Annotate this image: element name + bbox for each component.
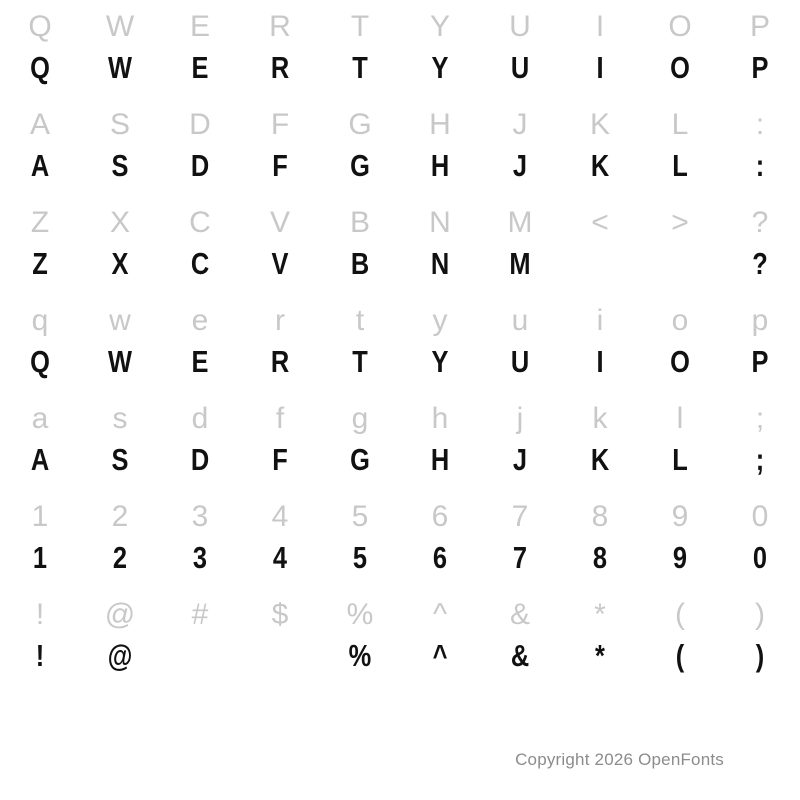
sample-glyph: O [670,344,690,379]
reference-glyph: q [31,304,49,337]
reference-glyph: U [509,10,531,43]
reference-row-6 [0,490,800,538]
sample-glyph: L [672,148,688,183]
sample-glyph: D [190,442,210,477]
sample-glyph: R [270,344,290,379]
reference-glyph: Y [429,10,450,43]
reference-glyph: & [509,598,530,631]
reference-glyph: M [507,206,533,239]
reference-glyph: $ [271,598,289,631]
sample-glyph: H [430,148,450,183]
reference-glyph: K [589,108,610,141]
reference-glyph: p [751,304,769,337]
reference-glyph: 3 [191,500,209,533]
glyph-row-group-4 [0,294,800,392]
reference-glyph: h [431,402,449,435]
reference-glyph: % [346,598,374,631]
reference-glyph: ^ [432,598,448,631]
reference-glyph: 8 [591,500,609,533]
sample-glyph: D [190,148,210,183]
sample-glyph: I [596,50,604,85]
sample-glyph: 1 [32,540,48,575]
sample-glyph: M [509,246,531,281]
sample-glyph: 5 [352,540,368,575]
sample-glyph: U [510,50,530,85]
sample-glyph [567,244,633,294]
sample-glyph: * [595,638,605,673]
sample-glyph: V [271,246,289,281]
sample-glyph: B [350,246,370,281]
sample-glyph [167,636,233,686]
sample-glyph: N [430,246,450,281]
reference-glyph: T [350,10,370,43]
reference-glyph: 4 [271,500,289,533]
sample-glyph: ! [35,638,45,673]
reference-glyph: s [112,402,128,435]
reference-glyph: y [432,304,448,337]
reference-row-5 [0,392,800,440]
sample-glyph: Y [431,344,449,379]
reference-glyph: 1 [31,500,49,533]
reference-glyph: A [29,108,50,141]
reference-glyph: B [349,206,370,239]
reference-glyph: 6 [431,500,449,533]
sample-glyph: O [670,50,690,85]
reference-glyph: l [676,402,684,435]
reference-glyph: : [755,108,765,141]
reference-glyph: O [668,10,692,43]
sample-row-3 [0,244,800,294]
sample-glyph: J [512,148,528,183]
sample-glyph: E [191,344,209,379]
reference-glyph: # [191,598,209,631]
sample-glyph: L [672,442,688,477]
sample-glyph: A [30,148,50,183]
reference-glyph: j [516,402,524,435]
reference-row-7 [0,588,800,636]
reference-glyph: ; [755,402,765,435]
sample-row-7 [0,636,800,686]
sample-glyph: W [107,50,132,85]
reference-glyph: V [269,206,290,239]
reference-row-1 [0,0,800,48]
sample-glyph: Q [30,50,50,85]
reference-glyph: I [595,10,605,43]
sample-glyph: 7 [512,540,528,575]
sample-glyph: J [512,442,528,477]
reference-glyph: X [109,206,130,239]
sample-row-4 [0,342,800,392]
reference-glyph: e [191,304,209,337]
reference-glyph: E [189,10,210,43]
sample-glyph: S [111,148,129,183]
reference-glyph: 2 [111,500,129,533]
sample-glyph: E [191,50,209,85]
sample-glyph: P [751,344,769,379]
sample-glyph: ( [675,638,685,673]
reference-glyph: ! [35,598,45,631]
sample-glyph: 0 [752,540,768,575]
reference-glyph: r [275,304,285,337]
sample-row-2 [0,146,800,196]
reference-glyph: 9 [671,500,689,533]
reference-glyph: ) [755,598,765,631]
reference-glyph: J [512,108,528,141]
sample-glyph: H [430,442,450,477]
reference-glyph: @ [104,598,136,631]
sample-glyph [647,244,713,294]
sample-glyph: 9 [672,540,688,575]
sample-glyph: S [111,442,129,477]
sample-glyph: ^ [432,638,448,673]
sample-glyph: @ [107,638,133,673]
sample-glyph: G [350,442,370,477]
sample-glyph: ? [752,246,768,281]
sample-glyph: & [510,638,530,673]
glyph-row-group-2 [0,98,800,196]
reference-glyph: D [189,108,211,141]
reference-glyph: i [596,304,604,337]
sample-glyph: 8 [592,540,608,575]
sample-glyph: T [352,50,368,85]
reference-glyph: t [355,304,365,337]
glyph-row-group-3 [0,196,800,294]
reference-row-3 [0,196,800,244]
reference-row-2 [0,98,800,146]
sample-glyph: : [755,148,765,183]
reference-glyph: f [275,402,285,435]
sample-glyph: T [352,344,368,379]
sample-glyph: ) [755,638,765,673]
sample-glyph: A [30,442,50,477]
reference-glyph: 5 [351,500,369,533]
glyph-row-group-5 [0,392,800,490]
reference-glyph: 7 [511,500,529,533]
reference-row-4 [0,294,800,342]
sample-glyph: F [272,148,288,183]
sample-glyph: 2 [112,540,128,575]
sample-glyph: G [350,148,370,183]
reference-glyph: ( [675,598,685,631]
glyph-row-group-7 [0,588,800,686]
reference-glyph: W [105,10,135,43]
sample-glyph: Y [431,50,449,85]
reference-glyph: P [749,10,770,43]
reference-glyph: u [511,304,529,337]
glyph-row-group-6 [0,490,800,588]
reference-glyph: * [594,598,606,631]
reference-glyph: L [671,108,689,141]
reference-glyph: ? [751,206,769,239]
reference-glyph: 0 [751,500,769,533]
reference-glyph: k [592,402,608,435]
reference-glyph: G [348,108,372,141]
sample-row-5 [0,440,800,490]
sample-glyph: U [510,344,530,379]
reference-glyph: > [671,206,689,239]
reference-glyph: R [269,10,291,43]
reference-glyph: C [189,206,211,239]
reference-glyph: < [591,206,609,239]
reference-glyph: o [671,304,689,337]
reference-glyph: F [270,108,290,141]
sample-glyph: Q [30,344,50,379]
sample-glyph: Z [32,246,48,281]
sample-glyph [247,636,313,686]
reference-glyph: H [429,108,451,141]
copyright-notice: Copyright 2026 OpenFonts [515,750,724,769]
reference-glyph: g [351,402,369,435]
sample-glyph: ; [755,442,765,477]
glyph-row-group-1 [0,0,800,98]
sample-glyph: C [190,246,210,281]
sample-glyph: % [348,638,372,673]
sample-glyph: 6 [432,540,448,575]
reference-glyph: S [109,108,130,141]
sample-row-6 [0,538,800,588]
sample-glyph: 3 [192,540,208,575]
reference-glyph: Z [30,206,50,239]
sample-glyph: K [590,148,610,183]
reference-glyph: d [191,402,209,435]
sample-row-1 [0,48,800,98]
sample-glyph: P [751,50,769,85]
sample-glyph: X [111,246,129,281]
sample-glyph: R [270,50,290,85]
sample-glyph: 4 [272,540,288,575]
reference-glyph: N [429,206,451,239]
sample-glyph: F [272,442,288,477]
sample-glyph: K [590,442,610,477]
reference-glyph: a [31,402,49,435]
sample-glyph: W [107,344,132,379]
reference-glyph: w [109,304,131,337]
reference-glyph: Q [28,10,52,43]
sample-glyph: I [596,344,604,379]
